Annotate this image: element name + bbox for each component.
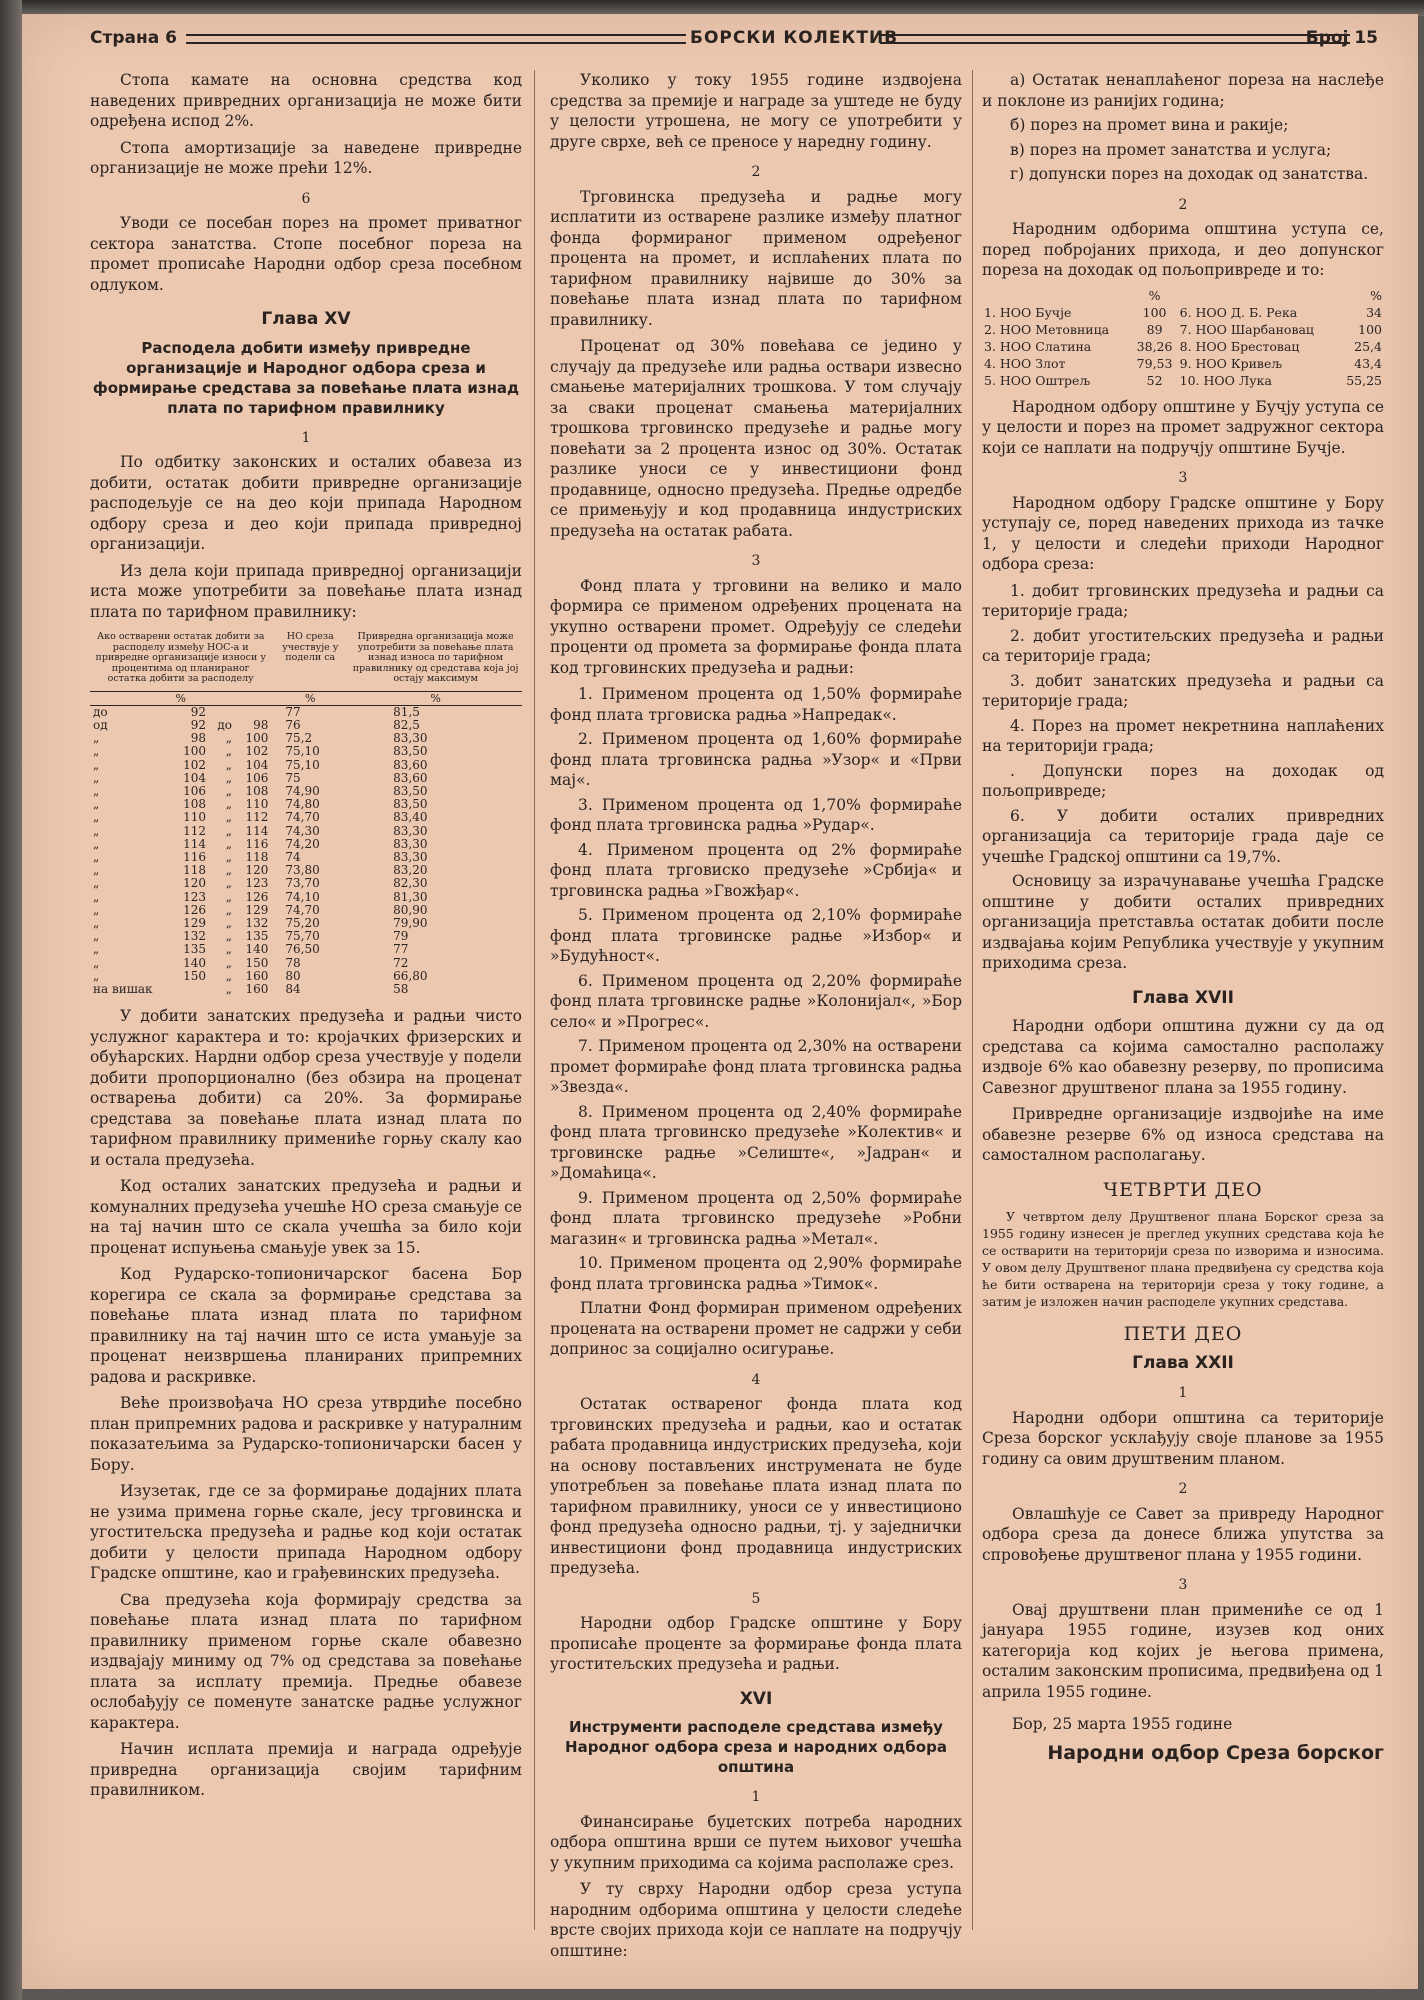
list-item: 9. Применом процента од 2,50% формираће фонд плата трговинско предузеће »Робни магазин« и трговинска радња »Метал«. bbox=[550, 1188, 962, 1248]
table-row bbox=[90, 943, 522, 956]
table-cell: 76,50 bbox=[285, 942, 320, 957]
table-cell: 83,40 bbox=[393, 810, 428, 825]
table-row bbox=[90, 811, 522, 824]
table-cell: 100 bbox=[1358, 321, 1382, 337]
table-cell: 79 bbox=[393, 929, 409, 944]
table-cell: „ bbox=[225, 797, 232, 812]
table-unit: % bbox=[349, 691, 522, 705]
table-cell: на вишак bbox=[93, 981, 153, 996]
list-item: . Допунски порез на доходак од пољопривреде; bbox=[982, 761, 1384, 800]
table-cell: 118 bbox=[183, 863, 206, 878]
table-cell: „ bbox=[93, 942, 100, 957]
table-cell: „ bbox=[93, 955, 100, 970]
table-cell: 83,50 bbox=[393, 783, 428, 798]
table-unit: % bbox=[271, 691, 349, 705]
table-row bbox=[90, 904, 522, 917]
table-cell: „ bbox=[93, 902, 100, 917]
table-cell: 98 bbox=[253, 717, 269, 732]
table-row bbox=[90, 838, 522, 851]
table-cell: „ bbox=[225, 836, 232, 851]
table-cell: 34 bbox=[1366, 304, 1382, 320]
paragraph: Народни одбор Градске општине у Бору прописаће проценте за формирање фонда плата угоститељских предузећа и радњи. bbox=[550, 1614, 962, 1673]
table-row bbox=[982, 321, 1384, 338]
section-number: 2 bbox=[1178, 196, 1188, 213]
table-cell: 38,26 bbox=[1136, 338, 1173, 354]
table-cell: 106 bbox=[183, 783, 206, 798]
part-heading: ПЕТИ ДЕО bbox=[1123, 1323, 1243, 1345]
table-cell: 2. НОО Метовница bbox=[984, 321, 1110, 337]
table-cell: 132 bbox=[245, 915, 269, 930]
table-cell: 102 bbox=[245, 744, 269, 759]
table-cell: 98 bbox=[190, 731, 206, 746]
table-cell: 92 bbox=[190, 704, 206, 719]
table-cell: „ bbox=[93, 876, 100, 891]
paragraph: Уводи се посебан порез на промет приватног сектора занатства. Стопе посебног пореза на промет прописаће Народни одбор среза посебном одлуком. bbox=[90, 214, 522, 294]
section-number: 3 bbox=[751, 553, 761, 569]
table-cell: „ bbox=[225, 863, 232, 878]
table-cell: 55,25 bbox=[1346, 372, 1382, 388]
table-cell: 92 bbox=[190, 717, 206, 732]
table-cell: од bbox=[93, 717, 108, 732]
paragraph: Веће произвођача НО среза утврдиће посебно план припремних радова и раскривке у натуралним показатељима за Рударско-топионичарски басен у Бору. bbox=[90, 1394, 522, 1474]
chapter-heading: Глава XV bbox=[261, 309, 351, 329]
table-cell: 3. НОО Слатина bbox=[984, 338, 1092, 354]
table-cell: 10. НОО Лука bbox=[1179, 372, 1272, 388]
paragraph: Овлашћује се Савет за привреду Народног одбора среза да донесе ближа упутства за спровођење друштвеног плана у 1955 години. bbox=[982, 1504, 1384, 1564]
table-cell: 75,20 bbox=[285, 915, 320, 930]
list-item: 6. Применом процента од 2,20% формираће фонд плата трговинске радње »Колонијал«, »Бор село« и »Прогрес«. bbox=[550, 971, 962, 1031]
table-cell: 74,10 bbox=[285, 889, 320, 904]
table-cell: 83,30 bbox=[393, 823, 428, 838]
table-cell: „ bbox=[93, 770, 100, 785]
table-cell: 104 bbox=[245, 757, 269, 772]
table-cell: 74 bbox=[285, 849, 301, 864]
table-cell: 118 bbox=[245, 849, 269, 864]
paragraph: Остатак оствареног фонда плата код трговинских предузећа и радњи, као и остатак рабата продавница индустриских предузећа, који на основу постављених инструмената не буде употребљен за повећање плата изнад плата по тарифном правилнику, уноси се у инвестиционо фонд предузећа односно радњи, тј. у заједнички инвестициони фонд продавница индустриских предузећа. bbox=[550, 1395, 962, 1577]
table-row bbox=[90, 957, 522, 970]
table-cell: „ bbox=[225, 942, 232, 957]
paragraph: Стопа камате на основна средства код наведених привредних организација не може бити одређена испод 2%. bbox=[90, 71, 522, 130]
table-cell: „ bbox=[225, 889, 232, 904]
table-cell: 114 bbox=[245, 823, 269, 838]
paragraph: Народни одбори општина са територије Среза борског усклађују своје планове за 1955 годину са овим друштвеним планом. bbox=[982, 1408, 1384, 1468]
table-cell: 123 bbox=[245, 876, 269, 891]
table-cell: 80,90 bbox=[393, 902, 428, 917]
table-cell: 112 bbox=[245, 810, 269, 825]
table-cell: „ bbox=[225, 757, 232, 772]
table-cell: 83,30 bbox=[393, 836, 428, 851]
table-cell: 6. НОО Д. Б. Река bbox=[1179, 304, 1298, 320]
column-divider bbox=[534, 70, 535, 1930]
table-cell: 80 bbox=[285, 968, 301, 983]
table-cell: „ bbox=[93, 757, 100, 772]
table-row bbox=[90, 970, 522, 983]
table-cell: 126 bbox=[245, 889, 269, 904]
table-row bbox=[90, 772, 522, 785]
table-cell: 102 bbox=[183, 757, 206, 772]
table-cell: 150 bbox=[183, 968, 206, 983]
section-number: 1 bbox=[751, 1789, 761, 1805]
section-number: 6 bbox=[301, 190, 311, 207]
part-heading: ЧЕТВРТИ ДЕО bbox=[1103, 1178, 1263, 1201]
section-number: 1 bbox=[301, 429, 311, 446]
list-item: г) допунски порез на доходак од занатства. bbox=[1010, 165, 1369, 183]
table-cell: „ bbox=[93, 929, 100, 944]
table-unit: % bbox=[1370, 287, 1382, 303]
table-cell: 72 bbox=[393, 955, 409, 970]
table-row bbox=[90, 759, 522, 772]
table-cell: 83,60 bbox=[393, 757, 428, 772]
signature: Народни одбор Среза борског bbox=[1047, 1741, 1384, 1764]
paragraph: Народним одборима општина уступа се, поред побројаних прихода, и део допунског пореза на доходак од пољопривреде и то: bbox=[982, 220, 1384, 279]
table-cell: „ bbox=[225, 849, 232, 864]
section-number: 5 bbox=[751, 1590, 761, 1607]
table-cell: 100 bbox=[183, 744, 206, 759]
list-item: 1. добит трговинских предузећа и радњи са територије града; bbox=[982, 581, 1384, 620]
list-item: 10. Применом процента од 2,90% формираће фонд плата трговинска радња »Тимок«. bbox=[550, 1254, 962, 1293]
table-unit: % bbox=[90, 691, 271, 705]
table-cell: 77 bbox=[285, 704, 301, 719]
table-cell: 75,70 bbox=[285, 929, 320, 944]
table-cell: 126 bbox=[183, 902, 206, 917]
table-cell: „ bbox=[93, 783, 100, 798]
table-row bbox=[90, 877, 522, 890]
newspaper-title: БОРСКИ КОЛЕКТИВ bbox=[690, 28, 899, 48]
table-cell: до bbox=[217, 717, 232, 732]
table-cell: „ bbox=[225, 955, 232, 970]
table-cell: 74,70 bbox=[285, 902, 320, 917]
table-cell: „ bbox=[225, 968, 232, 983]
table-cell: 106 bbox=[245, 770, 269, 785]
date-line: Бор, 25 марта 1955 године bbox=[1012, 1715, 1233, 1733]
paragraph: Финансирање буџетских потреба народних одбора општина врши се путем њиховог учешћа у укупним приходима са којима располаже срез. bbox=[550, 1812, 962, 1872]
table-row bbox=[90, 745, 522, 758]
table-cell: 82,30 bbox=[393, 876, 428, 891]
table-cell: „ bbox=[225, 981, 232, 996]
section-number: 1 bbox=[1178, 1385, 1188, 1401]
list-item: 7. Применом процента од 2,30% на остварени промет формираће фонд плата трговинска радња »Звезда«. bbox=[550, 1037, 962, 1096]
column-1 bbox=[90, 70, 522, 1807]
table-row bbox=[90, 705, 522, 719]
chapter-subheading: Расподела добити између привредне организације и Народног одбора среза и формирање средстава за повећање плата изнад плата по тарифном правилнику bbox=[92, 338, 520, 417]
table-cell: 75,10 bbox=[285, 744, 320, 759]
table-cell: 78 bbox=[285, 955, 301, 970]
table-cell: „ bbox=[225, 915, 232, 930]
table-row bbox=[982, 372, 1384, 389]
paragraph: Овај друштвени план примениће се од 1 јануара 1955 године, изузев код оних категорија код којих је његова примена, осталим законским прописима, предвиђена од 1 априла 1955 године. bbox=[982, 1600, 1384, 1701]
table-cell: „ bbox=[93, 797, 100, 812]
section-number: 3 bbox=[1178, 1577, 1188, 1593]
table-cell: 75,2 bbox=[285, 731, 313, 746]
list-item: 5. Применом процента од 2,10% формираће фонд плата трговинске радње »Избор« и »Будућност«. bbox=[550, 906, 962, 965]
issue-number: Број 15 bbox=[1305, 28, 1378, 48]
table-cell: 73,70 bbox=[285, 876, 320, 891]
table-cell: 75,10 bbox=[285, 757, 320, 772]
table-header: Привредна организација може употребити за повећање плата изнад износа по тарифном правилнику од средстава која јој остају максимум bbox=[349, 630, 522, 691]
table-cell: 9. НОО Кривељ bbox=[1179, 355, 1282, 371]
paragraph: Проценат од 30% повећава се једино у случају да предузеће или радња оствари извесно смањење материјалних трошкова. У том случају за сваки проценат смањења материјалних трошкова трговинско предузеће и радње могу повећати за 2 процента износ од 30%. Остатак разлике уноси се у инвестициони фонд продавнице, односно предузећа. Предње одредбе се примењују и код продавница индустриских предузећа на остатак рабата. bbox=[550, 337, 962, 540]
table-cell: 160 bbox=[245, 981, 269, 996]
table-cell: 83,60 bbox=[393, 770, 428, 785]
table-cell: 120 bbox=[245, 863, 269, 878]
table-cell: 129 bbox=[245, 902, 269, 917]
table-cell: „ bbox=[225, 929, 232, 944]
table-cell: 129 bbox=[183, 915, 206, 930]
header-rule-right bbox=[880, 34, 1350, 44]
table-cell: 52 bbox=[1146, 372, 1163, 388]
paragraph: Привредне организације издвојиће на име обавезне резерве 6% од износа средстава на самосталном располагању. bbox=[982, 1105, 1384, 1164]
paragraph: Уколико у току 1955 године издвојена средства за премије и награде за уштеде не буду у целости утрошена, не могу се употребити у друге сврхе, већ се преносе у наредну годину. bbox=[550, 71, 962, 151]
column-3 bbox=[982, 70, 1384, 1769]
table-cell: 108 bbox=[245, 783, 269, 798]
list-item: 4. Порез на промет некретнина наплаћених на територији града; bbox=[982, 716, 1384, 755]
table-cell: 79,90 bbox=[393, 915, 428, 930]
table-cell: 132 bbox=[183, 929, 206, 944]
table-cell: 89 bbox=[1146, 321, 1163, 337]
table-row bbox=[982, 304, 1384, 321]
table-row bbox=[90, 825, 522, 838]
table-cell: „ bbox=[225, 770, 232, 785]
table-row bbox=[982, 355, 1384, 372]
table-cell: 58 bbox=[393, 981, 409, 996]
table-cell: 74,30 bbox=[285, 823, 320, 838]
table-cell: 114 bbox=[183, 836, 206, 851]
table-cell: 135 bbox=[183, 942, 206, 957]
table-cell: 150 bbox=[245, 955, 269, 970]
list-item: 2. Применом процента од 1,60% формираће фонд плата трговинска радња »Узор« и «Први мај«. bbox=[550, 730, 962, 789]
table-cell: 74,20 bbox=[285, 836, 320, 851]
table-cell: „ bbox=[225, 823, 232, 838]
table-cell: 135 bbox=[245, 929, 269, 944]
paragraph: Народном одбору општине у Бучју уступа се у целости и порез на промет задружног сектора који се наплати на подручју општине Бучје. bbox=[982, 397, 1384, 457]
table-cell: 5. НОО Оштрељ bbox=[984, 372, 1090, 388]
paragraph: У четвртом делу Друштвеног плана Борског среза за 1955 годину изнесен је преглед укупних средстава која ће се остварити на територији среза по изворима и износима. У овом делу Друштвеног плана предвиђена су средства која ће бити остварена на територији среза у току године, а затим је изложен начин расподеле укупних средстава. bbox=[982, 1209, 1384, 1309]
table-cell: до bbox=[93, 704, 108, 719]
table-cell: „ bbox=[93, 889, 100, 904]
table-cell: „ bbox=[93, 810, 100, 825]
section-number: 2 bbox=[751, 164, 761, 180]
table-cell: „ bbox=[225, 731, 232, 746]
table-cell: 120 bbox=[183, 876, 206, 891]
table-cell: 112 bbox=[183, 823, 206, 838]
paragraph: Код Рударско-топионичарског басена Бор корегира се скала за формирање средстава за повећање плата изнад плата по тарифном правилнику на тај начин што се иста умањује за проценат неизвршења планираних припремних радова и раскривке. bbox=[90, 1265, 522, 1386]
table-cell: 74,70 bbox=[285, 810, 320, 825]
section-number: 3 bbox=[1178, 470, 1188, 486]
list-item: 6. У добити осталих привредних организација са територије града даје се учешће Градској општини са 19,7%. bbox=[982, 806, 1384, 866]
table-cell: 79,53 bbox=[1136, 355, 1173, 371]
table-cell: 77 bbox=[393, 942, 409, 957]
table-cell: 76 bbox=[285, 717, 301, 732]
table-cell: „ bbox=[93, 849, 100, 864]
paragraph: Платни Фонд формиран применом одређених процената на остварени промет не садржи у себи допринос за социјално осигурање. bbox=[550, 1299, 962, 1358]
table-unit: % bbox=[1148, 287, 1161, 303]
table-row bbox=[982, 338, 1384, 355]
table-cell: 81,5 bbox=[393, 704, 420, 719]
paragraph: Изузетак, где се за формирање додајних плата не узима примена горње скале, јесу трговинска и угоститељска предузећа и радње код који остатак добити у целости припада Народном одбору Градске општине, као и грађевинских предузећа. bbox=[90, 1482, 522, 1583]
table-cell: 160 bbox=[245, 968, 269, 983]
paragraph: Народни одбори општина дужни су да од средстава са којима самостално располажу издвоје 6% као обавезну резерву, по прописима Савезног друштвеног плана за 1955 годину. bbox=[982, 1017, 1384, 1097]
table-cell: 116 bbox=[245, 836, 269, 851]
paragraph: Начин исплата премија и награда одређује привредна организација својим тарифним правилником. bbox=[90, 1740, 522, 1800]
list-item: в) порез на промет занатства и услуга; bbox=[1010, 140, 1332, 159]
table-cell: „ bbox=[93, 968, 100, 983]
table-cell: 74,80 bbox=[285, 797, 320, 812]
column-2 bbox=[550, 70, 962, 1967]
table-cell bbox=[209, 705, 235, 719]
table-cell: 4. НОО Злот bbox=[984, 355, 1066, 371]
table-cell: „ bbox=[225, 810, 232, 825]
table-cell: 7. НОО Шарбановац bbox=[1179, 321, 1314, 337]
paragraph: У добити занатских предузећа и радњи чисто услужног карактера и то: кројачких фризерских и обућарских. Нардни одбор среза учествује у подели добити пропорционално (без обзира на проценат остварења добити) са 20%. За формирање средстава за повећање плата изнад плата по тарифном правилнику примениће горњу скалу као и остала предузећа. bbox=[90, 1007, 522, 1169]
table-cell: 8. НОО Брестовац bbox=[1179, 338, 1300, 354]
table-cell: 110 bbox=[183, 810, 206, 825]
table-cell: „ bbox=[93, 863, 100, 878]
table-cell: 83,30 bbox=[393, 849, 428, 864]
table-row bbox=[90, 891, 522, 904]
paragraph: У ту сврху Народни одбор среза уступа народним одборима општина у целости следеће врсте својих прихода који се наплате на подручју општине: bbox=[550, 1880, 962, 1960]
table-header: Ако остварени остатак добити за расподелу између НОС-а и привредне организације износи у процентима од планираног остатка добити за расподелу bbox=[90, 630, 271, 691]
chapter-heading: Глава XVII bbox=[1132, 987, 1234, 1008]
table-body bbox=[90, 705, 522, 996]
table-row bbox=[90, 983, 522, 996]
scan-edge bbox=[0, 0, 22, 2000]
table-cell: „ bbox=[93, 915, 100, 930]
chapter-heading: Глава XXII bbox=[1132, 1352, 1234, 1373]
section-number: 4 bbox=[751, 1371, 761, 1388]
paragraph: Сва предузећа која формирају средства за повећање плата изнад плата по тарифном правилнику применом горње скале обавезно издвајају миниму од 7% од средстава за повећање плата за исплату премија. Предње обавезе ослобађују се поменуте занатске радње услужног карактера. bbox=[90, 1590, 522, 1732]
table-cell: 74,90 bbox=[285, 783, 320, 798]
header-rule-left bbox=[186, 34, 686, 44]
page-number: Страна 6 bbox=[90, 28, 177, 48]
paragraph: Народном одбору Градске општине у Бору уступају се, поред наведених прихода из тачке 1, у целости и следећи приходи Народног одбора среза: bbox=[982, 493, 1384, 573]
table-cell: 116 bbox=[183, 849, 206, 864]
paragraph: Основицу за израчунавање учешћа Градске општине у добити осталих привредних организација претставља остатак добити после издвајања којим Република учествује у укупним приходима среза. bbox=[982, 872, 1384, 972]
paragraph: Из дела који припада привредној организацији иста може употребити за повећање плата изнад плата по тарифном правилнику: bbox=[90, 561, 522, 621]
table-cell: 25,4 bbox=[1354, 338, 1382, 354]
table-cell: 140 bbox=[245, 942, 269, 957]
table-cell: 104 bbox=[183, 770, 206, 785]
section-number: 2 bbox=[1178, 1481, 1188, 1497]
list-item: 2. добит угоститељских предузећа и радњи са територије града; bbox=[982, 626, 1384, 665]
table-cell: 83,50 bbox=[393, 744, 428, 759]
table-cell: 100 bbox=[1142, 304, 1167, 320]
table-cell: 66,80 bbox=[393, 968, 428, 983]
table-cell: 108 bbox=[183, 797, 206, 812]
table-cell: 110 bbox=[245, 797, 269, 812]
paragraph: Фонд плата у трговини на велико и мало формира се применом одређених процената на укупно остварени промет. Одређују се следећи проценти од промета за формирање фонда плата код трговинских предузећа и радњи: bbox=[550, 576, 962, 677]
table-cell: „ bbox=[225, 783, 232, 798]
list-item: 1. Применом процента од 1,50% формираће фонд плата трговиска радња »Напредак«. bbox=[550, 685, 962, 724]
list-item: 4. Применом процента од 2% формираће фонд плата трговиско предузеће »Србија« и трговинска радња »Гвожђар«. bbox=[550, 840, 962, 900]
table-cell: 75 bbox=[285, 770, 301, 785]
table-cell: „ bbox=[93, 744, 100, 759]
table-cell: „ bbox=[93, 731, 100, 746]
table-cell: 84 bbox=[285, 981, 301, 996]
table-cell: 140 bbox=[183, 955, 206, 970]
list-item: 3. Применом процента од 1,70% формираће фонд плата трговинска радња »Рудар«. bbox=[550, 795, 962, 834]
paragraph: Стопа амортизације за наведене привредне организације не може прећи 12%. bbox=[90, 138, 522, 177]
table-cell: 83,50 bbox=[393, 797, 428, 812]
table-cell: „ bbox=[93, 823, 100, 838]
table-cell: „ bbox=[225, 744, 232, 759]
table-cell bbox=[173, 983, 209, 996]
table-cell: 1. НОО Бучје bbox=[984, 304, 1072, 320]
paragraph: Трговинска предузећа и радње могу исплатити из остварене разлике између платног фонда формираног применом одређеног процента на промет, и исплаћених плата по тарифном правилнику највише до 30% за повећање плата изнад плата по тарифном правилнику. bbox=[550, 187, 962, 329]
running-header bbox=[90, 24, 1378, 58]
table-header: НО среза учествује у подели са bbox=[271, 630, 349, 691]
municipality-share-table bbox=[982, 287, 1384, 389]
table-cell: „ bbox=[225, 876, 232, 891]
table-cell: 123 bbox=[183, 889, 206, 904]
list-item: 3. добит занатских предузећа и радњи са територије града; bbox=[982, 671, 1384, 710]
newspaper-page bbox=[22, 14, 1418, 1989]
list-item: б) порез на промет вина и ракије; bbox=[1010, 116, 1289, 134]
table-cell: 81,30 bbox=[393, 889, 428, 904]
table-body bbox=[982, 304, 1384, 389]
paragraph: Код осталих занатских предузећа и радњи и комуналних предузећа учешће НО среза смањује се на тај начин што се скала учешћа за било који проценат испуњења смањује увек за 15. bbox=[90, 1177, 522, 1257]
profit-distribution-table bbox=[90, 630, 522, 996]
table-cell: 82,5 bbox=[393, 717, 420, 732]
paragraph: По одбитку законских и осталих обавеза из добити, остатак добити привредне организације расподељује се на део који припада Народном одбору среза и део који припада привредној организацији. bbox=[90, 453, 522, 553]
table-cell: 100 bbox=[245, 731, 269, 746]
list-item: а) Остатак ненаплаћеног пореза на наслеђе и поклоне из ранијих година; bbox=[982, 71, 1384, 110]
table-cell: 73,80 bbox=[285, 863, 320, 878]
table-cell: 83,30 bbox=[393, 731, 428, 746]
table-cell: 43,4 bbox=[1354, 355, 1382, 371]
list-item: 8. Применом процента од 2,40% формираће фонд плата трговинско предузеће »Колектив« и трговинске радње »Селиште«, »Јадран« и »Домаћица«. bbox=[550, 1102, 962, 1182]
table-cell: „ bbox=[225, 902, 232, 917]
table-cell bbox=[235, 705, 271, 719]
chapter-heading: XVI bbox=[739, 1688, 773, 1709]
table-cell: 83,20 bbox=[393, 863, 428, 878]
table-cell: „ bbox=[93, 836, 100, 851]
chapter-subheading: Инструменти расподеле средстава између Народног одбора среза и народних одбора општина bbox=[565, 1718, 947, 1776]
column-divider bbox=[972, 70, 973, 1930]
